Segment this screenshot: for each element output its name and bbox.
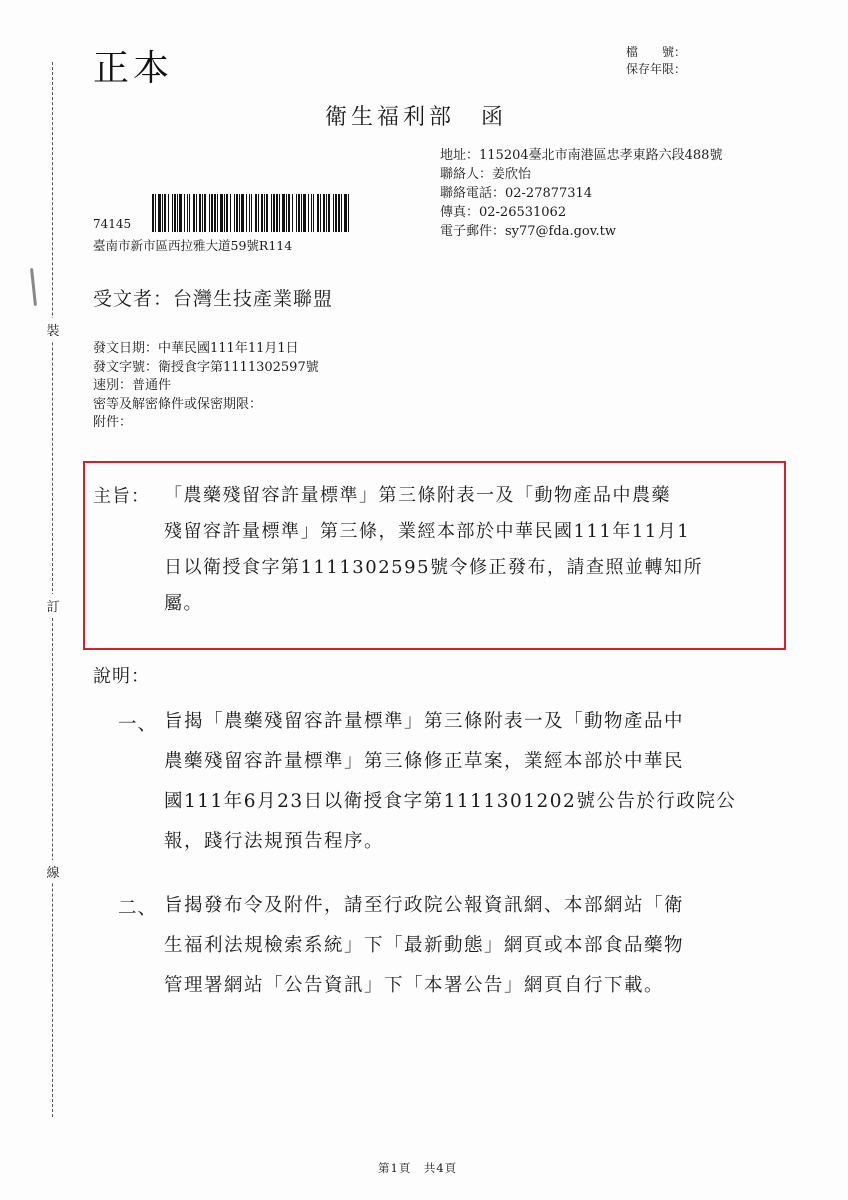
scan-mark	[30, 268, 37, 306]
sender-address: 地址：115204臺北市南港區忠孝東路六段488號	[440, 148, 723, 163]
postal-barcode	[152, 194, 352, 232]
recipient-line: 受文者：台灣生技產業聯盟	[93, 288, 334, 310]
file-number-label: 檔 號：	[626, 45, 687, 59]
classification-level: 密等及解密條件或保密期限：	[93, 396, 263, 412]
original-copy-stamp: 正本	[93, 48, 174, 89]
retention-period-label: 保存年限：	[626, 62, 687, 76]
explanation-label: 說明：	[93, 666, 150, 687]
recipient-mailing-address: 臺南市新市區西拉雅大道59號R114	[93, 238, 293, 253]
contact-phone: 聯絡電話：02-27877314	[440, 186, 593, 201]
contact-person: 聯絡人：姜欣怡	[440, 167, 532, 182]
contact-email: 電子郵件：sy77@fda.gov.tw	[440, 224, 617, 239]
explanation-item-number: 一、	[118, 714, 158, 735]
document-number: 發文字號：衛授食字第1111302597號	[93, 359, 319, 375]
file-meta	[626, 44, 686, 78]
page-number-footer: 第1頁 共4頁	[378, 1161, 458, 1175]
explanation-item-text: 旨揭發布令及附件，請至行政院公報資訊網、本部網站「衛 生福利法規檢索系統」下「最新動態」網頁或本部食品藥物 管理署網站「公告資訊」下「本署公告」網頁自行下載。	[164, 895, 685, 996]
binding-char-xian: 線	[44, 860, 62, 883]
contact-fax: 傳真：02-26531062	[440, 205, 567, 220]
sender-contact-block	[440, 146, 722, 241]
binding-char-ding: 訂	[44, 594, 62, 617]
subject-label: 主旨：	[93, 486, 150, 507]
subject-text: 「農藥殘留容許量標準」第三條附表一及「動物產品中農藥 殘留容許量標準」第三條，業經本部於中華民國111年11月1 日以衛授食字第1111302595號令修正發布，請查照並轉知所 屬。	[164, 485, 704, 614]
attachments-label: 附件：	[93, 415, 133, 430]
letter-title: 衛生福利部 函	[325, 105, 508, 130]
explanation-item-number: 二、	[118, 898, 158, 919]
issue-date: 發文日期：中華民國111年11月1日	[93, 341, 299, 356]
explanation-item-text: 旨揭「農藥殘留容許量標準」第三條附表一及「動物產品中 農藥殘留容許量標準」第三條修正草案，業經本部於中華民 國111年6月23日以衛授食字第1111301202號公告於行政院公 報，踐行法規預告程序。	[164, 711, 737, 852]
document-fields	[93, 340, 319, 433]
postal-code: 74145	[93, 217, 132, 231]
binding-char-zhuang: 裝	[44, 318, 62, 341]
binding-dashed-line	[52, 62, 53, 1117]
delivery-speed: 速別：普通件	[93, 378, 172, 393]
